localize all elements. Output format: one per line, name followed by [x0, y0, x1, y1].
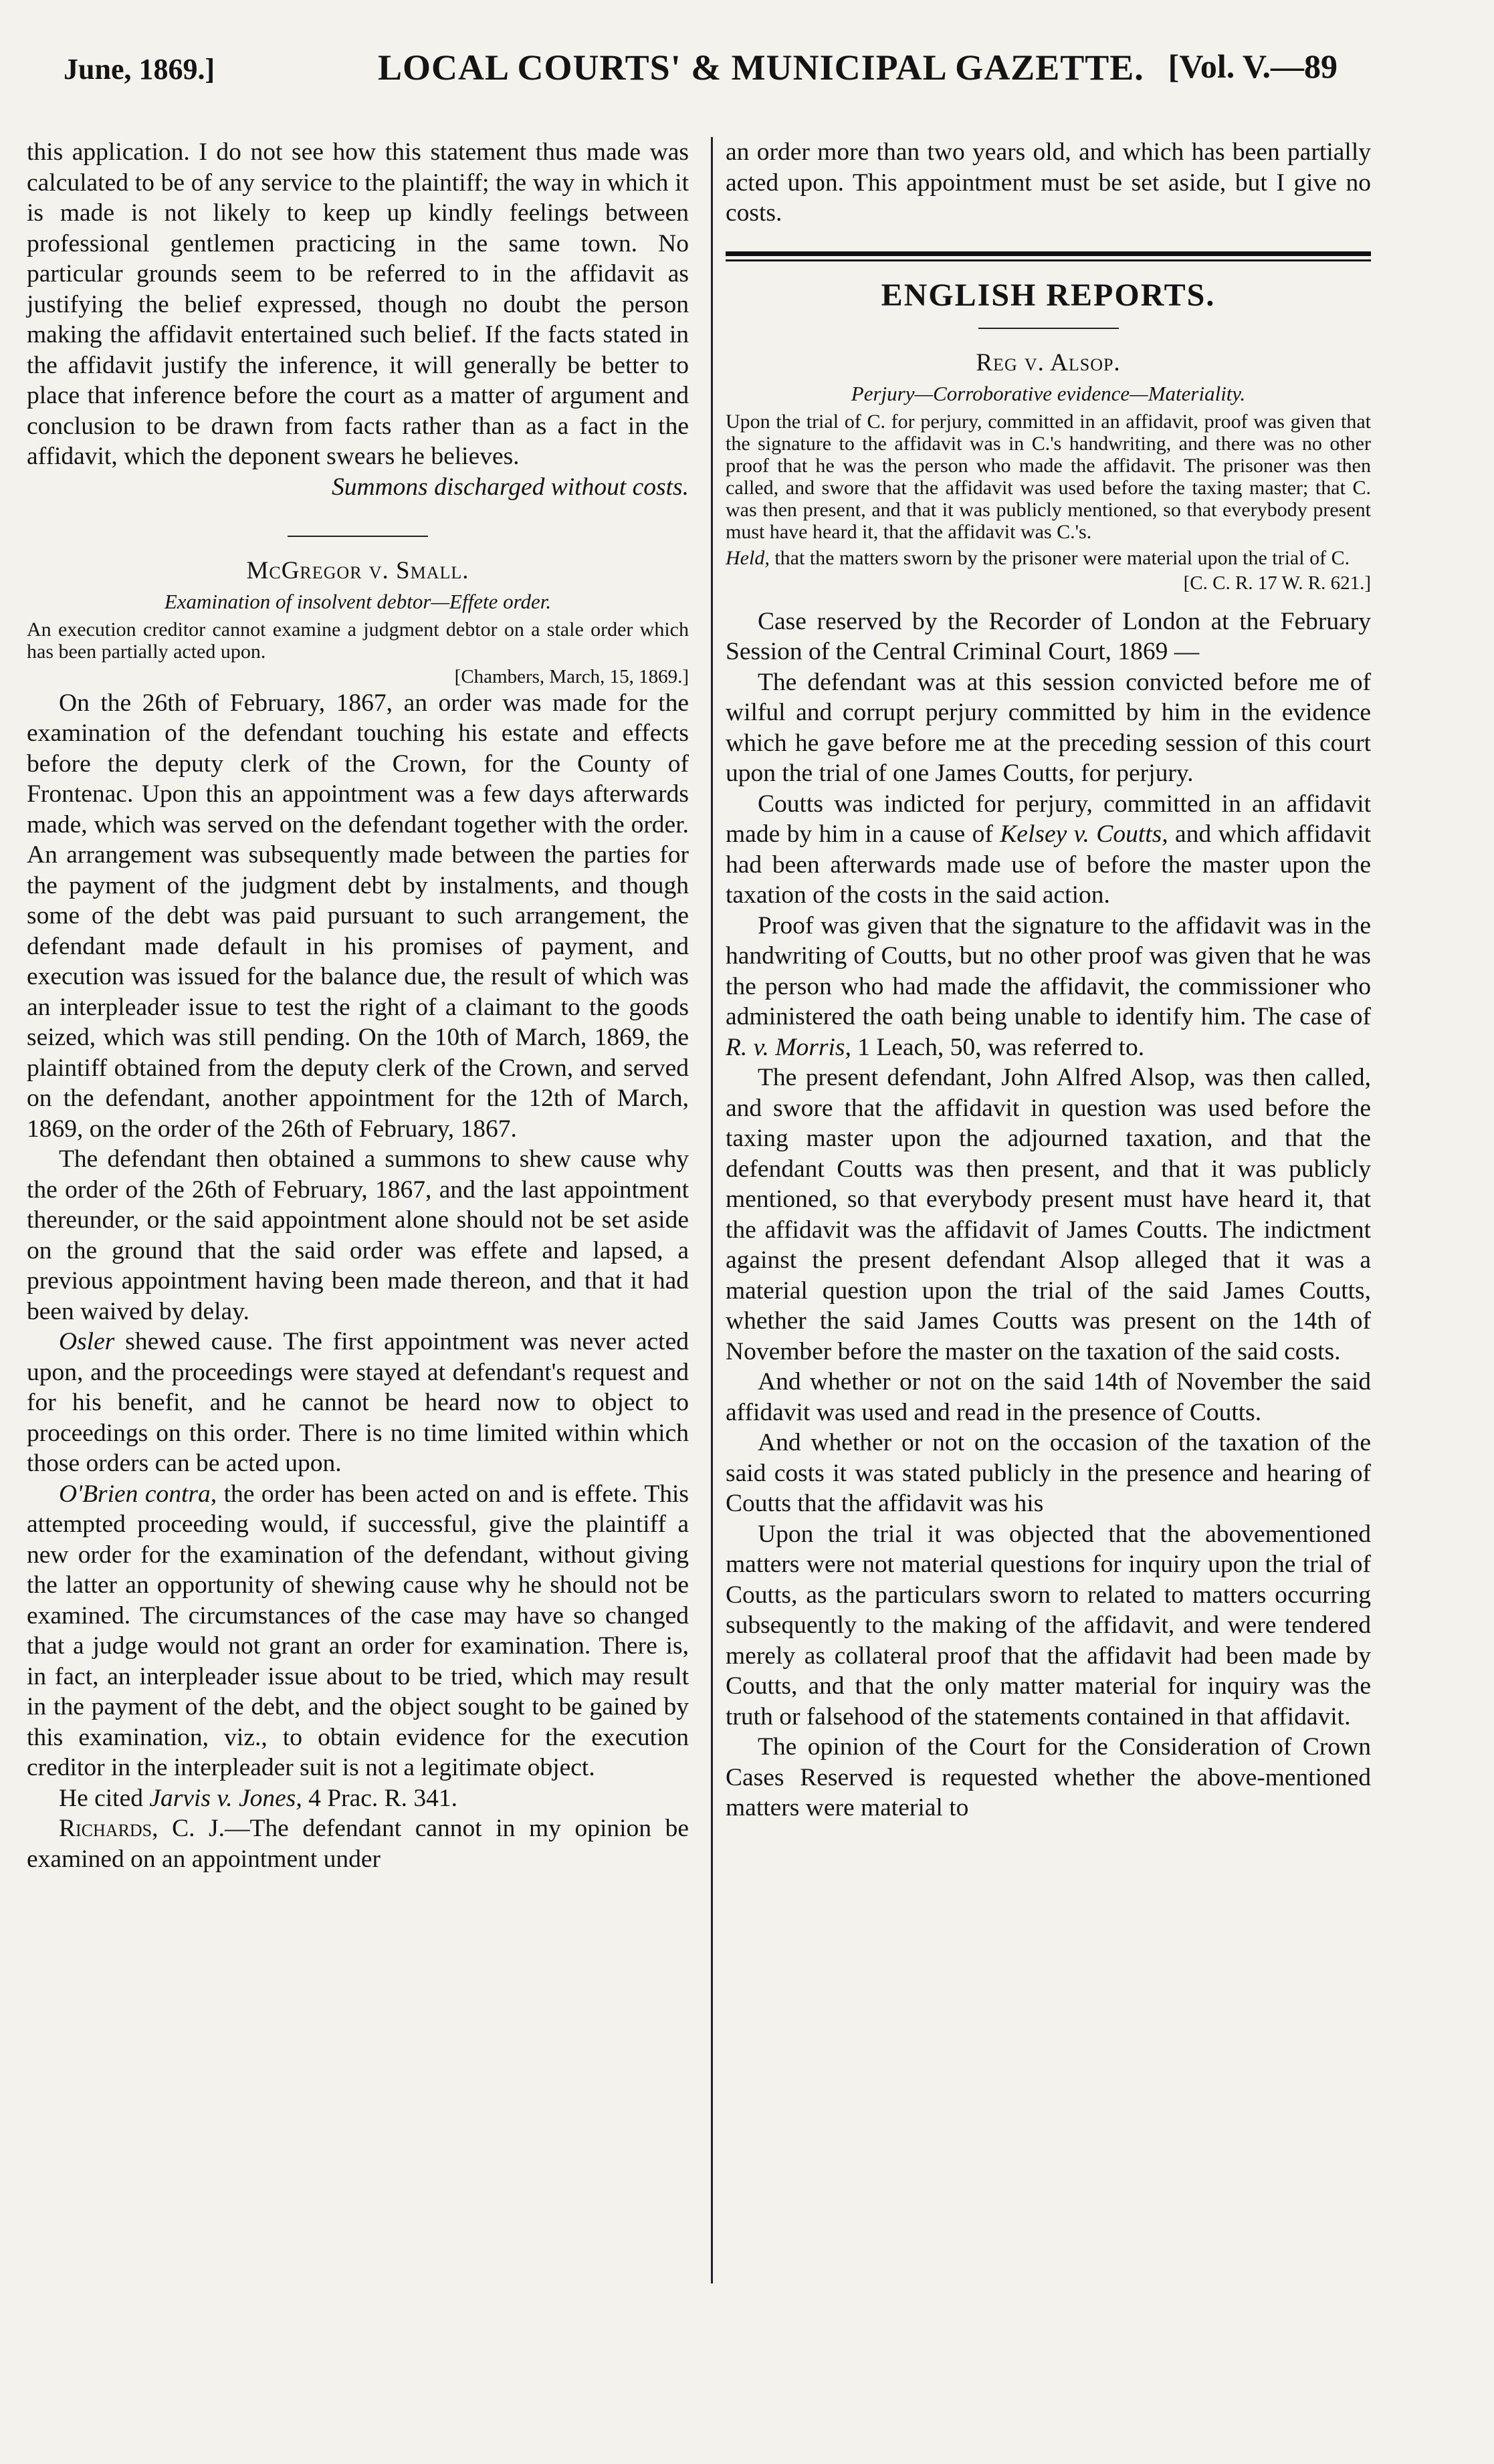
paragraph: Upon the trial it was objected that the abovementioned matters were not material questions for inquiry upon the trial of Coutts, as the particulars sworn to related to matters occurring subsequently to the making of the affidavit, and were tendered merely as collateral proof that the affidavit had been made by Coutts, and that the only matter material for inquiry was the truth or falsehood of the statements contained in that affidavit. — [726, 1520, 1371, 1730]
paragraph: He cited Jarvis v. Jones, 4 Prac. R. 341. — [59, 1784, 458, 1812]
paragraph: And whether or not on the occasion of the taxation of the said costs it was stated publicly in the presence and hearing of Coutts that the affidavit was his — [726, 1429, 1371, 1517]
citation: [Chambers, March, 15, 1869.] — [454, 665, 689, 687]
counsel-name: O'Brien contra, — [59, 1480, 217, 1508]
paragraph: Richards, C. J.—The defendant cannot in my opinion be examined on an appointment under — [27, 1815, 689, 1873]
paragraph: O'Brien contra, the order has been acted on and is effete. This attempted proceeding would, if successful, give the plaintiff a new order for the examination of the defendant, without giving the latter an opportunity of shewing cause why he should not be examined. The circumstances of the case may have so changed that a judge would not grant an order for examination. There is, in fact, an interpleader issue about to be tried, which may result in the payment of the debt, and the object sought to be gained by this examination, viz., to obtain evidence for the execution creditor in the interpleader suit is not a legitimate object. — [27, 1480, 689, 1781]
headnote: An execution creditor cannot examine a judgment debtor on a stale order which has been partially acted upon. — [27, 618, 689, 663]
header-volume: [Vol. V.—89 — [1168, 47, 1338, 85]
case-reference: Kelsey v. Coutts, — [1000, 820, 1168, 848]
paragraph: an order more than two years old, and which has been partially acted upon. This appointment must be set aside, but I give no costs. — [726, 138, 1371, 227]
paragraph: And whether or not on the said 14th of November the said affidavit was used and read in the presence of Coutts. — [726, 1368, 1371, 1426]
header-title: LOCAL COURTS' & MUNICIPAL GAZETTE. — [378, 47, 1144, 88]
paragraph: On the 26th of February, 1867, an order was made for the examination of the defendant touching his estate and effects before the deputy clerk of the Crown, for the County of Frontenac. Upon this an appointment was a few days afterwards made, which was served on the defendant together with the order. An arrangement was subsequently made between the parties for the payment of the judgment debt by instalments, and though some of the debt was paid pursuant to such arrangement, the defendant made default in his promises of payment, and execution was issued for the balance due, the result of which was an interpleader issue to test the right of a claimant to the goods seized, which was still pending. On the 10th of March, 1869, the plaintiff obtained from the deputy clerk of the Crown, and served on the defendant, another appointment for the 12th of March, 1869, on the order of the 26th of February, 1867. — [27, 689, 689, 1143]
case-title: Reg v. Alsop. — [976, 349, 1121, 376]
page-header — [64, 40, 1338, 107]
paragraph: Osler shewed cause. The first appointment was never acted upon, and the proceedings were stayed at defendant's request and for his benefit, and he cannot be heard now to object to proceedings on this order. There is no time limited within which those orders can be acted upon. — [27, 1328, 689, 1477]
citation: [C. C. R. 17 W. R. 621.] — [1183, 572, 1371, 594]
column-divider — [711, 137, 713, 2283]
case-subtitle: Examination of insolvent debtor—Effete order. — [164, 589, 552, 613]
paragraph: Coutts was indicted for perjury, committed in an affidavit made by him in a cause of Kelsey v. Coutts, and which affidavit had been afterwards made use of before the master upon the taxation of the costs in the said action. — [726, 790, 1371, 909]
counsel-name: Osler — [59, 1328, 115, 1355]
judge-name: Richards, C. J. — [59, 1815, 225, 1842]
paragraph: this application. I do not see how this statement thus made was calculated to be of any service to the plaintiff; the way in which it is made is not likely to keep up kindly feelings between professional gentlemen practicing in the same town. No particular grounds seem to be referred to in the affidavit as justifying the belief expressed, though no doubt the person making the affidavit entertained such belief. If the facts stated in the affidavit justify the inference, it will generally be better to place that inference before the court as a matter of argument and conclusion to be drawn from facts rather than as a fact in the affidavit, which the deponent swears he believes. — [27, 138, 689, 470]
paragraph: Case reserved by the Recorder of London at the February Session of the Central Criminal Court, 1869 — — [726, 607, 1371, 665]
case-title: McGregor v. Small. — [246, 557, 469, 584]
paragraph: The present defendant, John Alfred Alsop, was then called, and swore that the affidavit in question was used before the taxing master upon the adjourned taxation, and that the defendant Coutts was then present, and that it was publicly mentioned, so that everybody present must have heard it, that the affidavit was the affidavit of James Coutts. The indictment against the present defendant Alsop alleged that it was a material question upon the trial of the said James Coutts, whether the said James Coutts was present on the 14th of November before the master on the taxation of the said costs. — [726, 1064, 1371, 1365]
section-heading: ENGLISH REPORTS. — [881, 277, 1216, 313]
paragraph: Proof was given that the signature to the affidavit was in the handwriting of Coutts, but no other proof was given that he was the person who had made the affidavit, the commissioner who administered the oath being unable to identify him. The case of R. v. Morris, 1 Leach, 50, was referred to. — [726, 911, 1371, 1061]
left-column — [27, 137, 689, 1874]
headnote: Upon the trial of C. for perjury, committed in an affidavit, proof was given that the signature to the affidavit was in C.'s handwriting, and there was no other proof that he was the person who made the affidavit. The prisoner was then called, and swore that the affidavit was used before the taxing master; that C. was then present, and that it was publicly mentioned, so that everybody present must have heard it, that the affidavit was C.'s. — [726, 410, 1371, 543]
header-date: June, 1869.] — [64, 53, 215, 86]
divider — [288, 536, 428, 537]
case-reference: R. v. Morris, — [726, 1033, 851, 1061]
section-rule — [726, 251, 1371, 261]
headnote-held: Held, that the matters sworn by the prisoner were material upon the trial of C. — [726, 546, 1350, 569]
divider — [978, 328, 1119, 329]
paragraph: The defendant was at this session convicted before me of wilful and corrupt perjury committed by him in the evidence which he gave before me at the preceding session of this court upon the trial of one James Coutts, for perjury. — [726, 668, 1371, 787]
paragraph: The defendant then obtained a summons to shew cause why the order of the 26th of February, 1867, and the last appointment thereunder, or the said appointment alone should not be set aside on the ground that the said order was effete and lapsed, a previous appointment having been made thereon, and that it had been waived by delay. — [27, 1145, 689, 1325]
ruling: Summons discharged without costs. — [331, 473, 689, 501]
case-subtitle: Perjury—Corroborative evidence—Materiality. — [851, 381, 1246, 405]
paragraph: The opinion of the Court for the Consideration of Crown Cases Reserved is requested whether the above-mentioned matters were material to — [726, 1733, 1371, 1821]
case-reference: Jarvis v. Jones, — [149, 1784, 302, 1812]
right-column — [726, 137, 1371, 1823]
